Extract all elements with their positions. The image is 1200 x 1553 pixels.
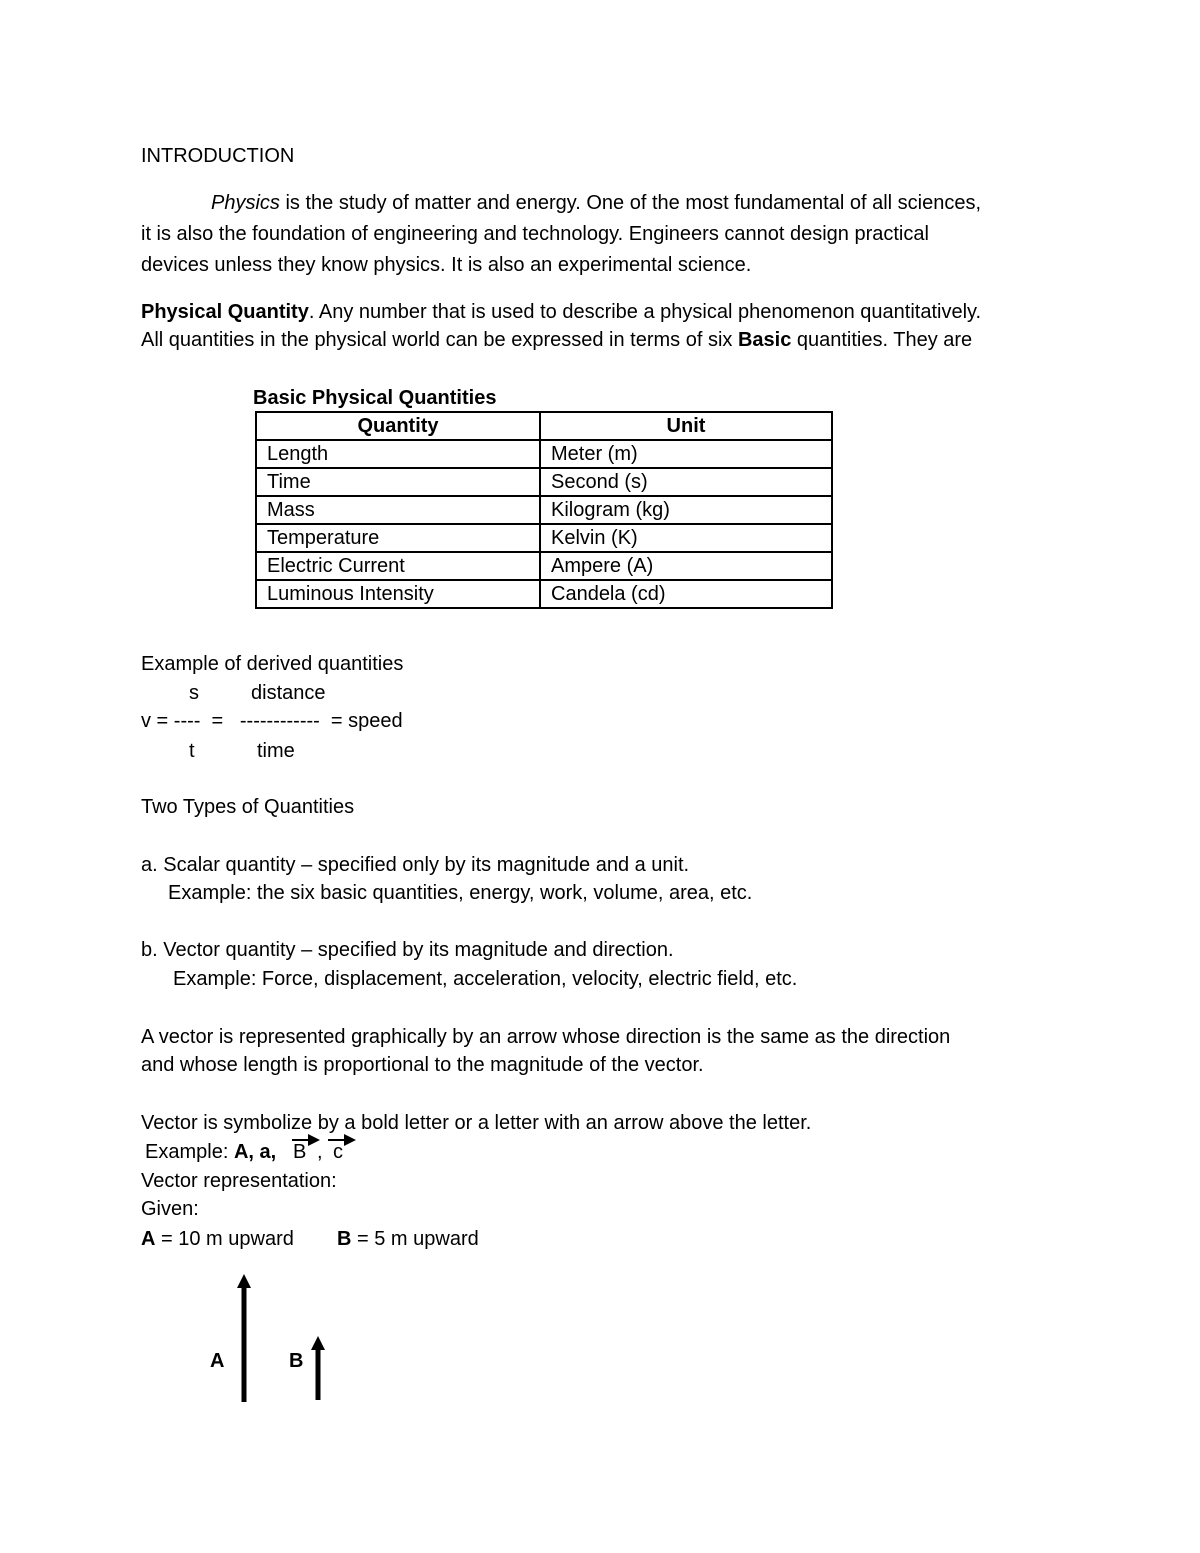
given-b-label: B: [337, 1228, 352, 1250]
vector-representation: Vector representation:: [141, 1170, 337, 1192]
denominator-t: t: [189, 740, 195, 762]
quantity-cell: Length: [256, 440, 540, 468]
example-letter-b: B: [293, 1141, 307, 1163]
quantity-cell: Mass: [256, 496, 540, 524]
pq-line2-bold: Basic: [737, 329, 792, 351]
arrow-b-label: B: [289, 1350, 304, 1372]
example-label: Example:: [145, 1141, 234, 1163]
quantity-cell: Temperature: [256, 524, 540, 552]
header-unit: Unit: [540, 412, 832, 440]
vector-definition: b. Vector quantity – specified by its magnitude and direction.: [141, 939, 674, 961]
arrow-over-b-icon: [292, 1134, 320, 1146]
unit-cell: Candela (cd): [540, 580, 832, 608]
intro-line-3: devices unless they know physics. It is also an experimental science.: [141, 254, 752, 276]
quantity-cell: Electric Current: [256, 552, 540, 580]
types-title: Two Types of Quantities: [141, 796, 355, 818]
arrow-over-c-icon: [328, 1134, 356, 1146]
unit-cell: Kelvin (K): [540, 524, 832, 552]
vector-a-arrow: [237, 1274, 251, 1402]
given-b-value: = 5 m upward: [351, 1228, 479, 1250]
table-caption: Basic Physical Quantities: [253, 387, 497, 409]
numerator-distance: distance: [251, 682, 326, 704]
unit-cell: Kilogram (kg): [540, 496, 832, 524]
pq-line2-end: quantities. They are: [791, 329, 973, 351]
vector-desc-line-1: A vector is represented graphically by an arrow whose direction is the same as the direction: [141, 1026, 951, 1048]
given-a-value: = 10 m upward: [155, 1228, 294, 1250]
example-comma: ,: [317, 1141, 323, 1163]
unit-cell: Second (s): [540, 468, 832, 496]
scalar-definition: a. Scalar quantity – specified only by its magnitude and a unit.: [141, 854, 690, 876]
arrow-a-label: A: [210, 1350, 225, 1372]
example-bold-letters: A, a,: [233, 1141, 277, 1163]
scalar-example: Example: the six basic quantities, energy, work, volume, area, etc.: [168, 882, 753, 904]
vector-b-arrow: [311, 1336, 325, 1400]
physical-quantity-term: Physical Quantity: [141, 301, 309, 323]
derived-title: Example of derived quantities: [141, 653, 404, 675]
unit-cell: Ampere (A): [540, 552, 832, 580]
speed-equation: v = ---- = ------------ = speed: [141, 710, 403, 732]
vector-example: Example: Force, displacement, acceleration, velocity, electric field, etc.: [173, 968, 798, 990]
physical-quantity-def: . Any number that is used to describe a physical phenomenon quantitatively.: [308, 301, 982, 323]
given-label: Given:: [141, 1198, 199, 1220]
example-letter-c: c: [333, 1141, 343, 1163]
page-title: INTRODUCTION: [141, 145, 295, 167]
denominator-time: time: [257, 740, 295, 762]
symbol-line: Vector is symbolize by a bold letter or a letter with an arrow above the letter.: [141, 1112, 812, 1134]
header-quantity: Quantity: [256, 412, 540, 440]
intro-line-2: it is also the foundation of engineering and technology. Engineers cannot design practical: [141, 223, 929, 245]
quantity-cell: Time: [256, 468, 540, 496]
pq-line2-start: All quantities in the physical world can be expressed in terms of six: [141, 329, 738, 351]
vector-desc-line-2: and whose length is proportional to the magnitude of the vector.: [141, 1054, 704, 1076]
intro-line-1-text: is the study of matter and energy. One of the most fundamental of all sciences,: [279, 192, 982, 214]
unit-cell: Meter (m): [540, 440, 832, 468]
physics-term: Physics: [211, 192, 280, 214]
given-a-label: A: [141, 1228, 156, 1250]
numerator-s: s: [189, 682, 199, 704]
quantity-cell: Luminous Intensity: [256, 580, 540, 608]
